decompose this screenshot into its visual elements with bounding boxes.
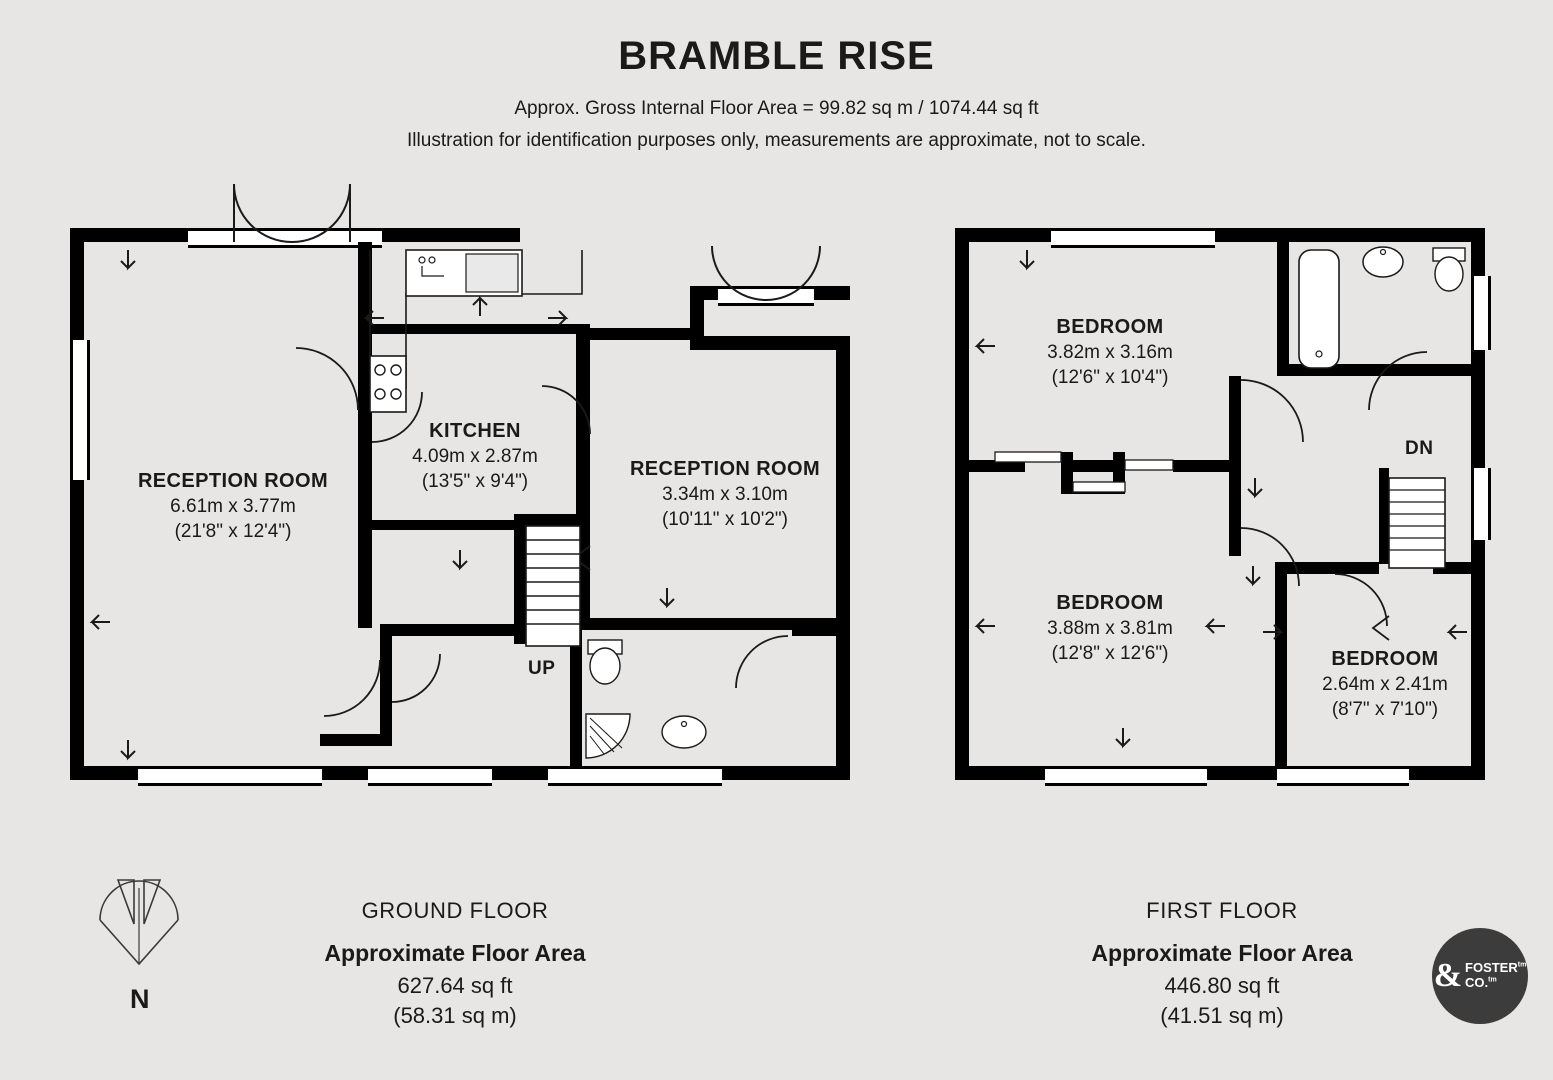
room-imperial: (10'11" x 10'2") bbox=[661, 509, 788, 531]
floor-name: FIRST FLOOR bbox=[1146, 898, 1298, 923]
stairs-up-label: UP bbox=[528, 658, 556, 679]
room-name: BEDROOM bbox=[1331, 648, 1439, 670]
room-imperial: (12'6" x 10'4") bbox=[1051, 367, 1169, 389]
disclaimer-line: Illustration for identification purposes only, measurements are approximate, not to scale. bbox=[407, 130, 1146, 151]
room-name: BEDROOM bbox=[1056, 316, 1164, 338]
ground-floor-caption bbox=[245, 898, 665, 1029]
logo-ampersand: & bbox=[1433, 957, 1463, 994]
floor-area-sqft: 627.64 sq ft bbox=[397, 973, 513, 998]
gross-area-line: Approx. Gross Internal Floor Area = 99.82 sq m / 1074.44 sq ft bbox=[514, 98, 1039, 119]
room-metric: 6.61m x 3.77m bbox=[170, 496, 296, 518]
room-name: RECEPTION ROOM bbox=[137, 470, 329, 492]
room-label-bedroom-2 bbox=[985, 590, 1235, 667]
compass-label-north: N bbox=[130, 984, 150, 1014]
room-metric: 4.09m x 2.87m bbox=[412, 446, 538, 468]
stairs-dn-label: DN bbox=[1405, 438, 1434, 459]
room-label-kitchen bbox=[370, 418, 580, 495]
room-name: BEDROOM bbox=[1056, 592, 1164, 614]
logo-line-1: FOSTER bbox=[1465, 960, 1518, 976]
floor-area-sqm: (41.51 sq m) bbox=[1160, 1003, 1284, 1028]
first-floor-plan bbox=[955, 228, 1485, 793]
room-label-bedroom-3 bbox=[1285, 646, 1485, 723]
room-metric: 2.64m x 2.41m bbox=[1322, 674, 1448, 696]
room-metric: 3.82m x 3.16m bbox=[1047, 342, 1173, 364]
ground-floor-plan bbox=[70, 228, 850, 793]
compass-icon bbox=[88, 868, 218, 988]
room-label-bedroom-1 bbox=[985, 314, 1235, 391]
foster-co-logo bbox=[1432, 928, 1528, 1024]
room-imperial: (12'8" x 12'6") bbox=[1051, 643, 1169, 665]
page-title: BRAMBLE RISE bbox=[618, 34, 935, 78]
room-imperial: (13'5" x 9'4") bbox=[421, 471, 529, 493]
room-imperial: (21'8" x 12'4") bbox=[174, 521, 292, 543]
room-name: RECEPTION ROOM bbox=[629, 458, 821, 480]
logo-text bbox=[1465, 961, 1526, 991]
floor-name: GROUND FLOOR bbox=[361, 898, 549, 923]
logo-sup-2: tm bbox=[1488, 976, 1497, 984]
floor-area-title: Approximate Floor Area bbox=[324, 940, 586, 966]
room-metric: 3.34m x 3.10m bbox=[662, 484, 788, 506]
room-metric: 3.88m x 3.81m bbox=[1047, 618, 1173, 640]
floor-area-title: Approximate Floor Area bbox=[1091, 940, 1353, 966]
logo-line-2: CO. bbox=[1465, 975, 1489, 990]
floor-area-sqm: (58.31 sq m) bbox=[393, 1003, 517, 1028]
room-imperial: (8'7" x 7'10") bbox=[1331, 699, 1439, 721]
logo-sup-1: tm bbox=[1517, 961, 1527, 969]
floor-area-sqft: 446.80 sq ft bbox=[1164, 973, 1280, 998]
room-name: KITCHEN bbox=[429, 420, 521, 442]
first-floor-caption bbox=[1012, 898, 1432, 1029]
room-label-reception-2 bbox=[590, 456, 860, 533]
room-label-reception-1 bbox=[98, 468, 368, 545]
